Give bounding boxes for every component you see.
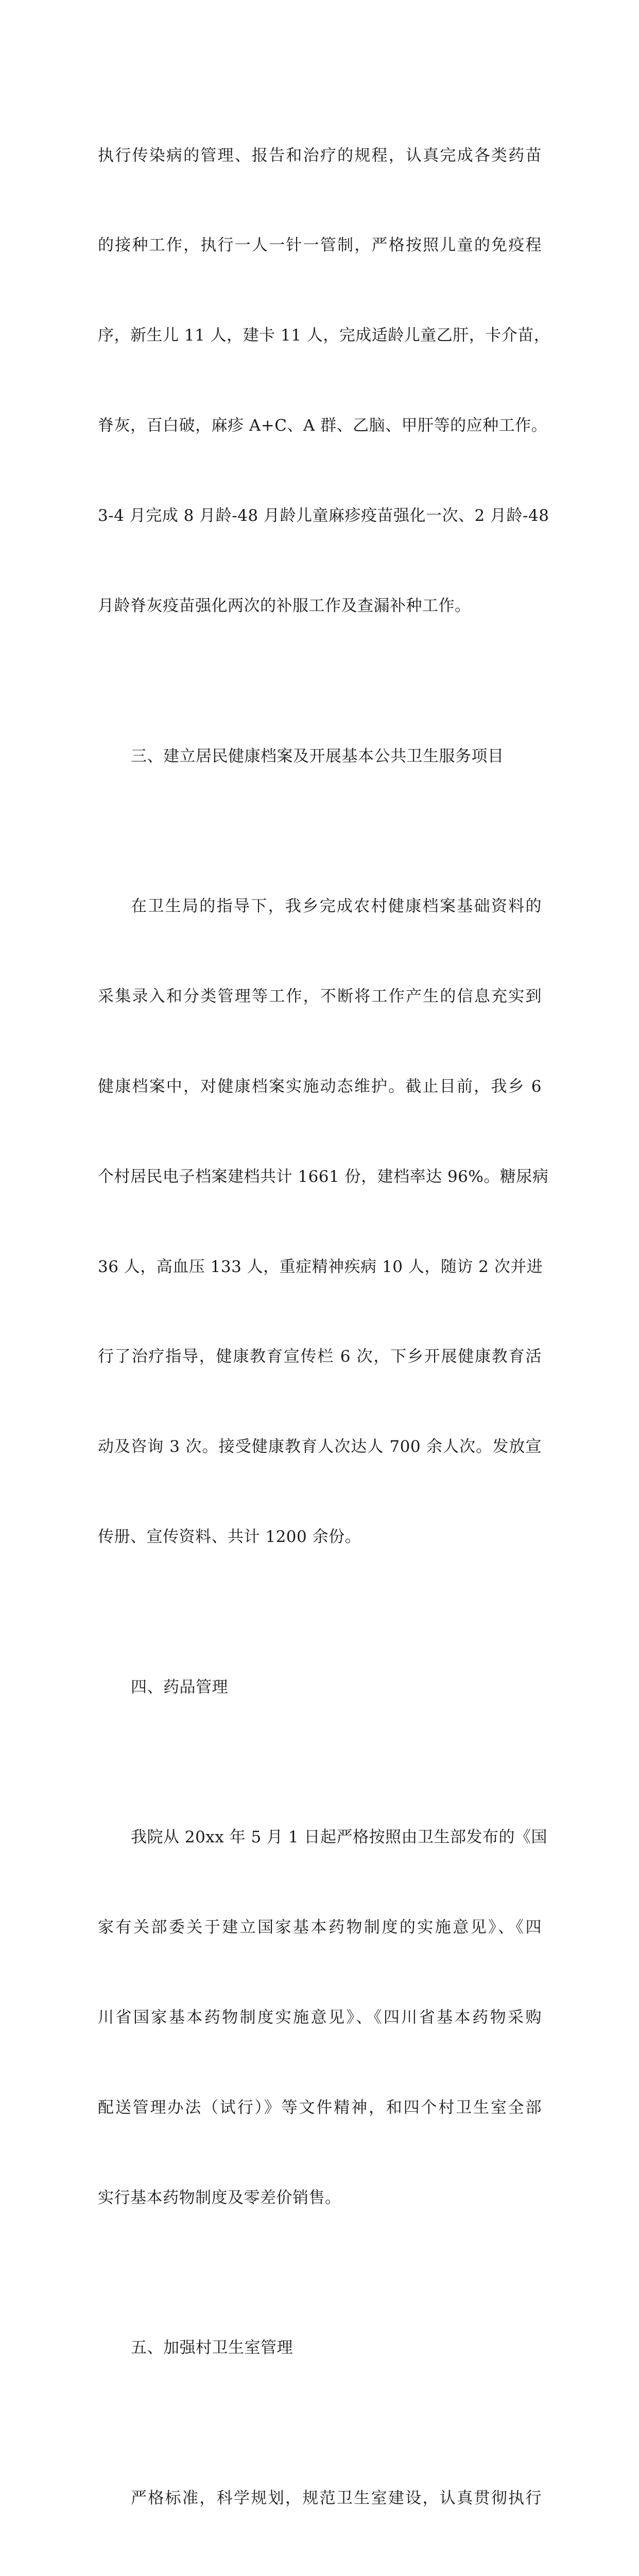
text-line: 月龄脊灰疫苗强化两次的补服工作及查漏补种工作。 bbox=[98, 597, 471, 616]
text-line: 序，新生儿 11 人，建卡 11 人，完成适龄儿童乙肝，卡介苗， bbox=[98, 326, 550, 345]
text-line: 执行传染病的管理、报告和治疗的规程，认真完成各类药苗 bbox=[98, 146, 542, 165]
paragraph-vaccination bbox=[98, 80, 550, 681]
text-line: 健康档案中，对健康档案实施动态维护。截止目前，我乡 6 bbox=[98, 1077, 542, 1096]
text-line: 家有关部委关于建立国家基本药物制度的实施意见》、《四 bbox=[98, 1918, 542, 1937]
document-body bbox=[98, 80, 550, 2576]
text-line: 实行基本药物制度及零差价销售。 bbox=[98, 2188, 341, 2207]
paragraph-clinic-management bbox=[98, 2423, 542, 2576]
text-line: 动及咨询 3 次。接受健康教育人次达人 700 余人次。发放宣 bbox=[98, 1437, 542, 1456]
text-line bbox=[98, 2573, 542, 2576]
paragraph-drug-management bbox=[98, 1762, 547, 2273]
heading-text: 五、加强村卫生室管理 bbox=[131, 2338, 293, 2358]
text-line: 配送管理办法（试行）》等文件精神，和四个村卫生室全部 bbox=[98, 2098, 542, 2117]
heading-text: 四、药品管理 bbox=[131, 1677, 228, 1697]
paragraph-health-records bbox=[98, 831, 549, 1612]
text-line: 3-4 月完成 8 月龄-48 月龄儿童麻疹疫苗强化一次、2 月龄-48 bbox=[98, 506, 549, 526]
text-line: 川省国家基本药物制度实施意见》、《四川省基本药物采购 bbox=[98, 2008, 542, 2027]
text-line: 采集录入和分类管理等工作，不断将工作产生的信息充实到 bbox=[98, 987, 542, 1006]
text-line: 个村居民电子档案建档共计 1661 份，建档率达 96%。糖尿病 bbox=[98, 1167, 549, 1186]
heading-text: 三、建立居民健康档案及开展基本公共卫生服务项目 bbox=[131, 747, 504, 766]
text-line: 我院从 20xx 年 5 月 1 日起严格按照由卫生部发布的《国 bbox=[131, 1828, 547, 1847]
section-heading-4 bbox=[98, 1612, 542, 1762]
text-line: 36 人，高血压 133 人，重症精神疾病 10 人，随访 2 次并进 bbox=[98, 1257, 543, 1276]
text-line: 在卫生局的指导下，我乡完成农村健康档案基础资料的 bbox=[131, 897, 542, 916]
text-line: 行了治疗指导，健康教育宣传栏 6 次，下乡开展健康教育活 bbox=[98, 1347, 542, 1366]
text-line: 传册、宣传资料、共计 1200 余份。 bbox=[98, 1528, 361, 1547]
section-heading-5 bbox=[98, 2273, 542, 2423]
text-line: 严格标准，科学规划，规范卫生室建设，认真贯彻执行 bbox=[131, 2488, 542, 2507]
section-heading-3 bbox=[98, 681, 542, 831]
text-line: 脊灰，百白破，麻疹 A+C、A 群、乙脑、甲肝等的应种工作。 bbox=[98, 416, 548, 435]
text-line: 的接种工作，执行一人一针一管制，严格按照儿童的免疫程 bbox=[98, 236, 542, 255]
